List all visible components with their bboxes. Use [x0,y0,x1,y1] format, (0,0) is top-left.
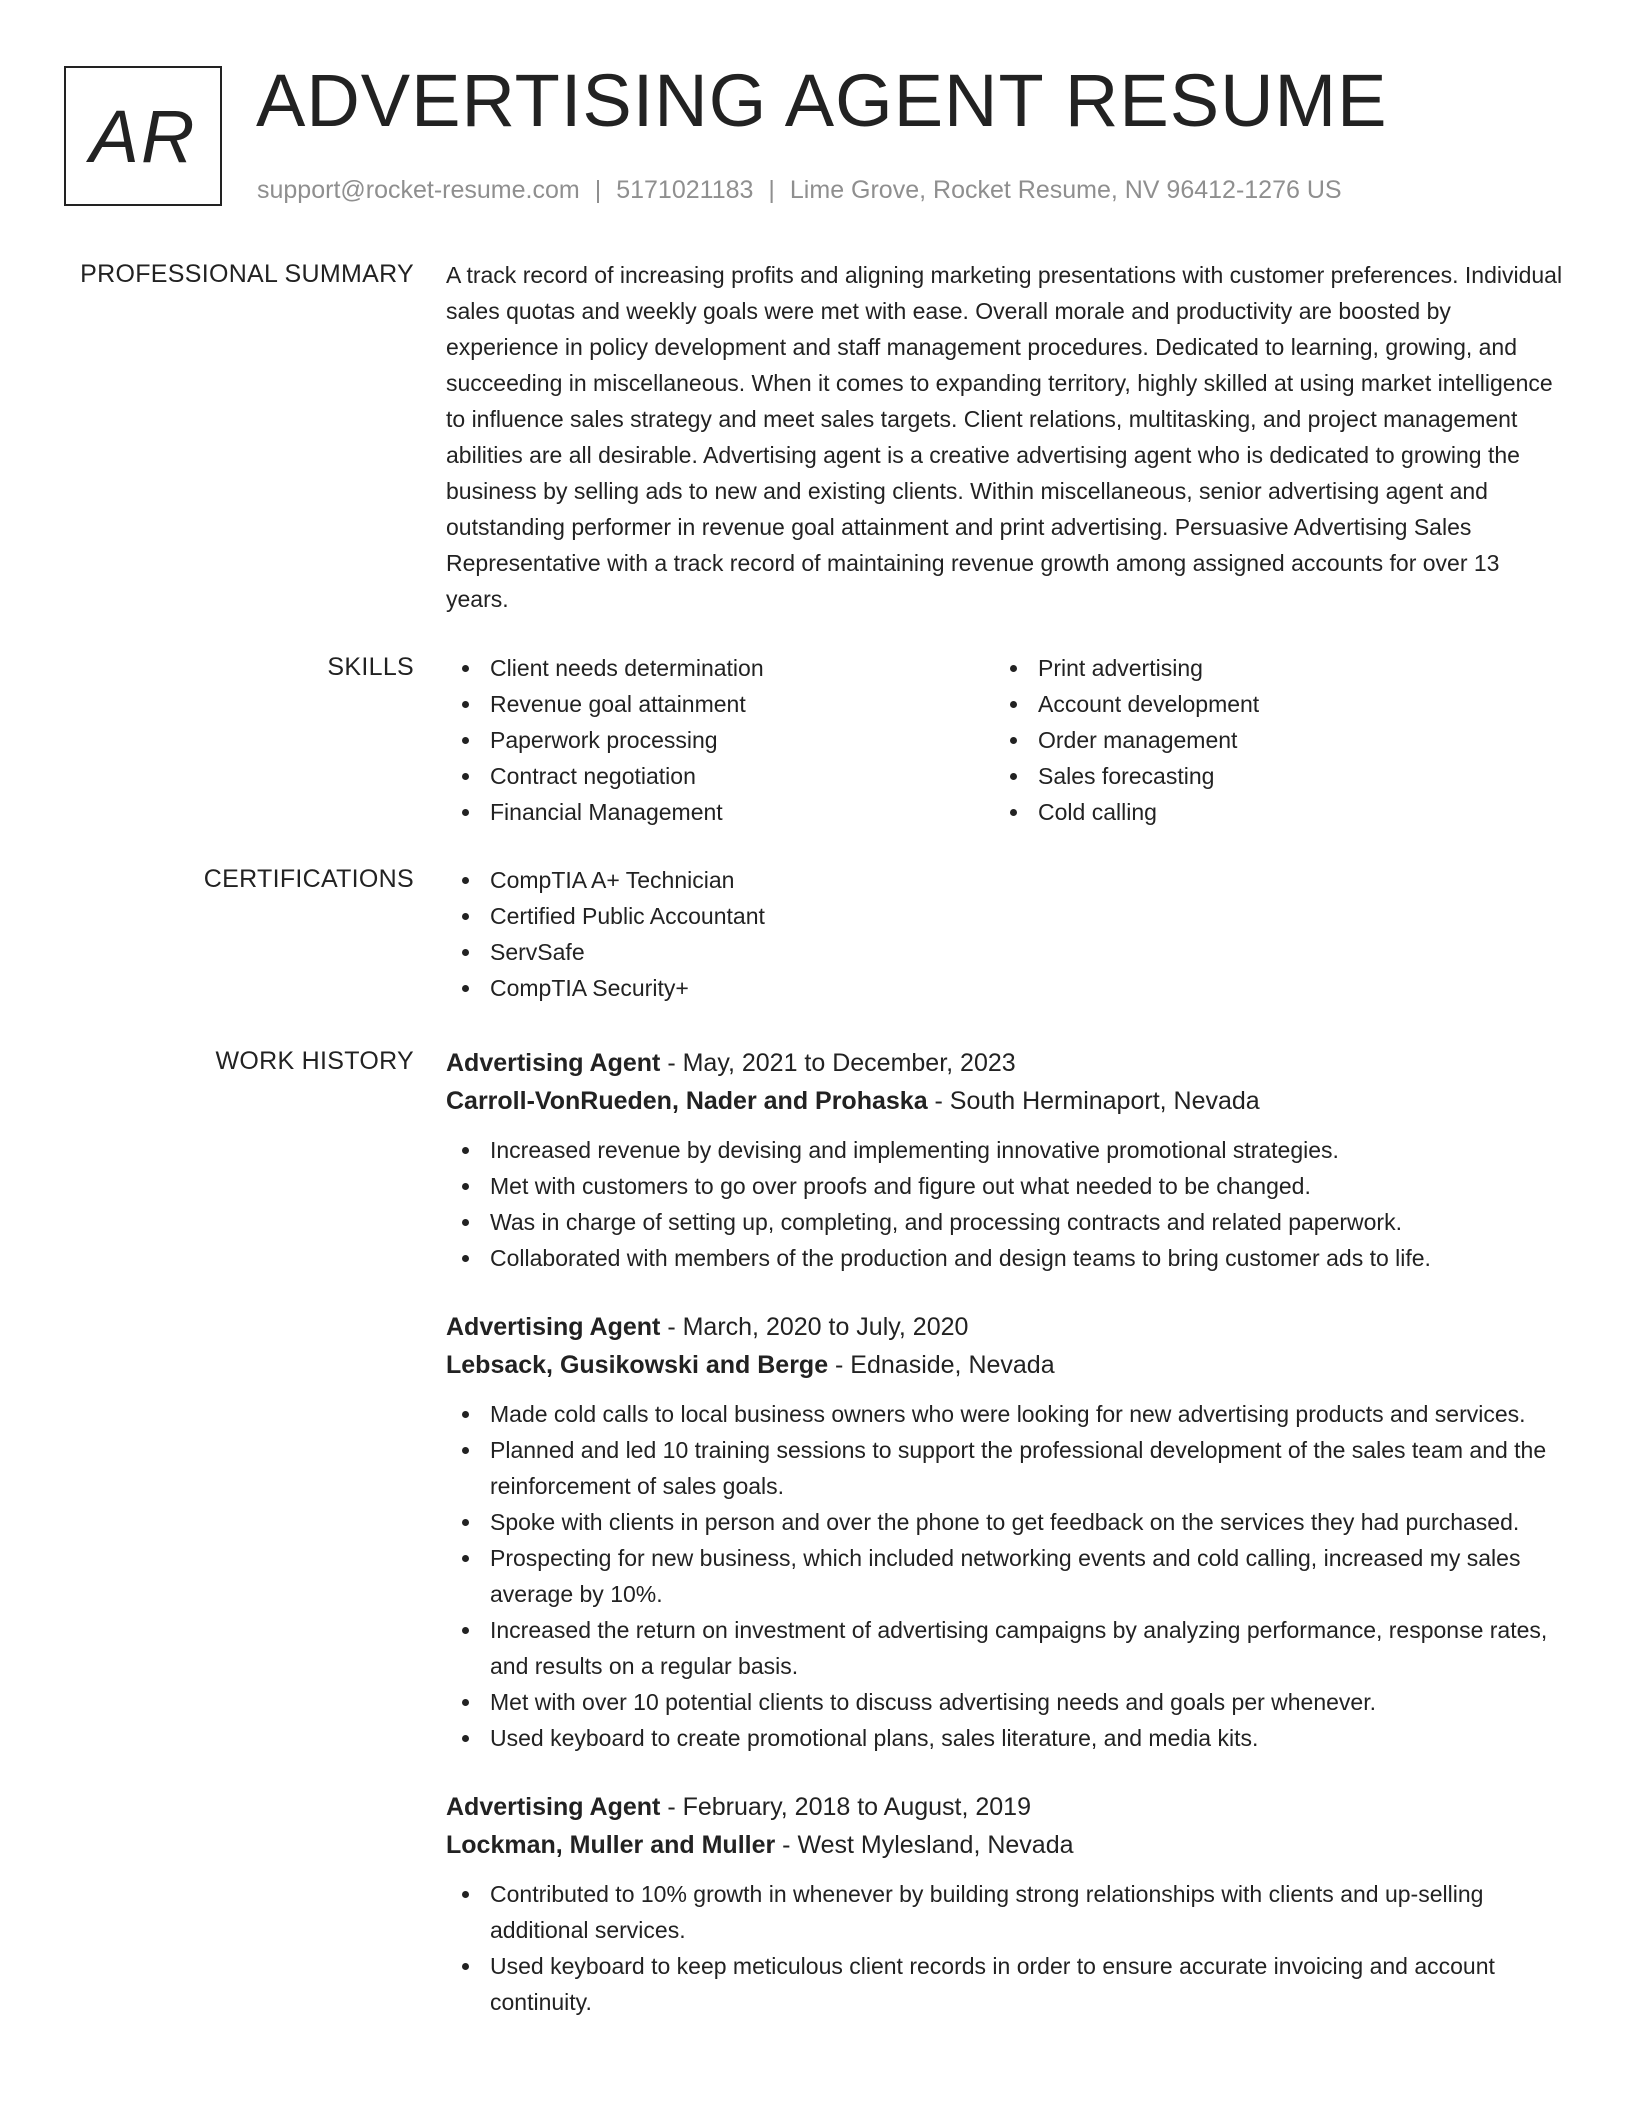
job-company: Carroll-VonRueden, Nader and Prohaska [446,1087,928,1115]
job-entry [446,1308,1566,1756]
job-title: Advertising Agent [446,1793,661,1821]
job-dates: - May, 2021 to December, 2023 [660,1049,1016,1077]
job-company: Lebsack, Gusikowski and Berge [446,1351,829,1379]
job-location: - South Herminaport, Nevada [927,1087,1260,1115]
job-title-line [446,1308,1566,1346]
job-bullets [446,1876,1566,2020]
job-bullet: Spoke with clients in person and over the phone to get feedback on the services they had purchased. [446,1504,1566,1540]
job-bullets [446,1132,1566,1276]
work-history-body [446,1044,1566,2052]
skill-item: Contract negotiation [446,758,994,794]
job-title: Advertising Agent [446,1313,661,1341]
contact-address: Lime Grove, Rocket Resume, NV 96412-1276 US [789,176,1342,204]
contact-line [257,174,1342,206]
skill-item: Sales forecasting [994,758,1542,794]
section-label-skills: SKILLS [327,653,414,681]
job-company-line [446,1082,1566,1120]
job-title-line [446,1788,1566,1826]
resume-title: ADVERTISING AGENT RESUME [256,59,1388,142]
job-title: Advertising Agent [446,1049,661,1077]
skill-item: Order management [994,722,1542,758]
skill-item: Client needs determination [446,650,994,686]
job-bullet: Used keyboard to keep meticulous client records in order to ensure accurate invoicing and account continuity. [446,1948,1566,2020]
certifications-list [446,862,1566,1006]
job-bullet: Prospecting for new business, which included networking events and cold calling, increased my sales average by 10%. [446,1540,1566,1612]
certification-item: Certified Public Accountant [446,898,1566,934]
job-bullet: Increased revenue by devising and implementing innovative promotional strategies. [446,1132,1566,1168]
job-bullet: Contributed to 10% growth in whenever by building strong relationships with clients and up-selling additional services. [446,1876,1566,1948]
job-bullet: Was in charge of setting up, completing, and processing contracts and related paperwork. [446,1204,1566,1240]
certification-item: CompTIA Security+ [446,970,1566,1006]
section-label-work-history: WORK HISTORY [215,1047,414,1075]
job-company: Lockman, Muller and Muller [446,1831,776,1859]
monogram-box [64,66,222,206]
job-bullet: Used keyboard to create promotional plans, sales literature, and media kits. [446,1720,1566,1756]
contact-phone: 5171021183 [616,176,754,204]
skills-grid [446,650,1566,830]
certification-item: CompTIA A+ Technician [446,862,1566,898]
job-entry [446,1788,1566,2020]
skills-list-left [446,650,994,830]
job-bullets [446,1396,1566,1756]
contact-separator: | [594,176,602,204]
job-location: - West Mylesland, Nevada [775,1831,1074,1859]
skill-item: Financial Management [446,794,994,830]
job-bullet: Met with customers to go over proofs and figure out what needed to be changed. [446,1168,1566,1204]
job-bullet: Met with over 10 potential clients to discuss advertising needs and goals per whenever. [446,1684,1566,1720]
skill-item: Paperwork processing [446,722,994,758]
job-location: - Ednaside, Nevada [828,1351,1055,1379]
skill-item: Print advertising [994,650,1542,686]
job-dates: - March, 2020 to July, 2020 [660,1313,969,1341]
job-bullet: Collaborated with members of the production and design teams to bring customer ads to life. [446,1240,1566,1276]
skills-list-right [994,650,1542,830]
job-company-line [446,1346,1566,1384]
job-bullet: Made cold calls to local business owners who were looking for new advertising products and services. [446,1396,1566,1432]
certifications-body [446,862,1566,1006]
contact-email: support@rocket-resume.com [257,176,580,204]
contact-separator: | [768,176,775,204]
skill-item: Cold calling [994,794,1542,830]
certification-item: ServSafe [446,934,1566,970]
job-title-line [446,1044,1566,1082]
summary-text: A track record of increasing profits and aligning marketing presentations with customer preferences. Individual sales quotas and weekly goals were met with ease. Overall morale and productivity are boosted by experience in policy development and staff management procedures. Dedicated to learning, growing, and succeeding in miscellaneous. When it comes to expanding territory, highly skilled at using market intelligence to influence sales strategy and meet sales targets. Client relations, multitasking, and project management abilities are all desirable. Advertising agent is a creative advertising agent who is dedicated to growing the business by selling ads to new and existing clients. Within miscellaneous, senior advertising agent and outstanding performer in revenue goal attainment and print advertising. Persuasive Advertising Sales Representative with a track record of maintaining revenue growth among assigned accounts for over 13 years. [446,262,1563,612]
skill-item: Revenue goal attainment [446,686,994,722]
monogram-initials: AR [89,94,197,178]
summary-body [446,257,1566,617]
job-bullet: Increased the return on investment of advertising campaigns by analyzing performance, response rates, and results on a regular basis. [446,1612,1566,1684]
job-entry [446,1044,1566,1276]
job-bullet: Planned and led 10 training sessions to support the professional development of the sales team and the reinforcement of sales goals. [446,1432,1566,1504]
job-company-line [446,1826,1566,1864]
section-label-certifications: CERTIFICATIONS [203,865,414,893]
skill-item: Account development [994,686,1542,722]
section-label-summary: PROFESSIONAL SUMMARY [80,260,414,288]
job-dates: - February, 2018 to August, 2019 [660,1793,1031,1821]
